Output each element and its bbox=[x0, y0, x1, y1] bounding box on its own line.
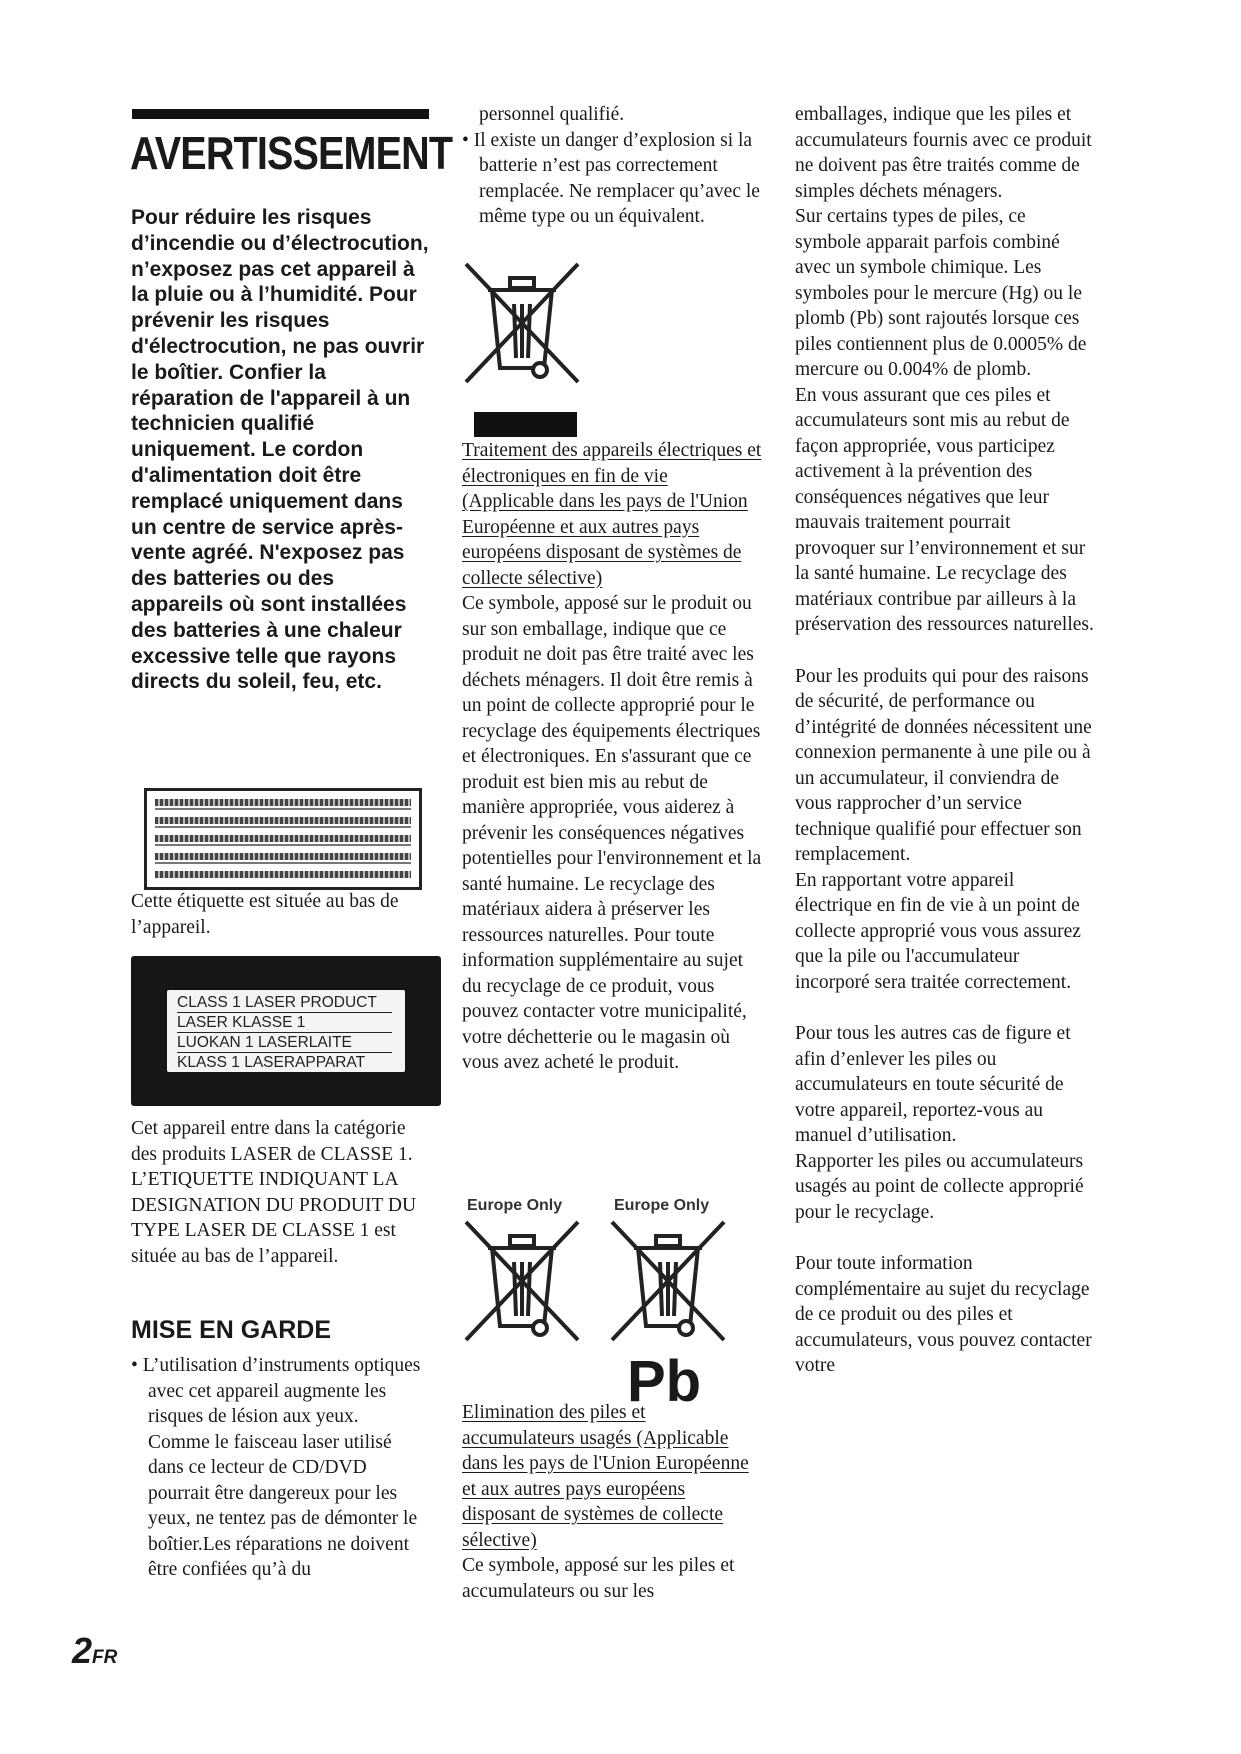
laser-class-text: Cet appareil entre dans la catégorie des produits LASER de CLASSE 1. L’ETIQUETTE INDIQUANT LA DESIGNATION DU PRODUIT DU TYPE LASER DE CLASSE 1 est située au bas de l’appareil. bbox=[131, 1118, 417, 1267]
warning-text: Pour réduire les risques d’incendie ou d’électrocution, n’exposez pas cet appareil à la pluie ou à l’humidité. Pour prévenir les risques d'électrocution, ne pas ouvrir le boîtier. Confier la réparation de l'appareil à un technicien qualifié uniquement. Le cordon d'alimentation doit être remplacé uniquement dans un centre de service après-vente agréé. N'exposez pas des batteries ou des appareils où sont installées des batteries à une chaleur excessive telle que rayons directs du soleil, feu, etc. bbox=[131, 206, 429, 694]
crossed-bin-icon bbox=[462, 1218, 582, 1346]
battery-text: Ce symbole, apposé sur les piles et accumulateurs ou sur les bbox=[462, 1555, 735, 1602]
title-bar-rule bbox=[132, 109, 429, 119]
page-number bbox=[72, 1630, 117, 1672]
laser-label-line: LASER KLASSE 1 bbox=[177, 1013, 392, 1033]
crossed-bin-icon bbox=[608, 1218, 728, 1346]
disposal-benefit-text: En vous assurant que ces piles et accumulateurs sont mis au rebut de façon appropriée, vous participez activement à la prévention des conséquences négatives que leur mauvais traitement pourrait provoquer sur l’environnement et sur la santé humaine. Le recyclage des matériaux contribue par ailleurs à la préservation des ressources naturelles. bbox=[795, 384, 1094, 635]
chemical-symbol-text: Sur certains types de piles, ce symbole apparait parfois combiné avec un symbole chimique. Les symboles pour le mercure (Hg) ou le plomb (Pb) sont rajoutés lorsque ces piles contiennent plus de 0.0005% de mercure ou 0.004% de plomb. bbox=[795, 206, 1087, 380]
laser-label-line: CLASS 1 LASER PRODUCT bbox=[177, 993, 392, 1013]
end-of-life-text: En rapportant votre appareil électrique en fin de vie à un point de collecte approprié vous vous assurez que la pile ou l'accumulateur incorporé sera traitée correctement. bbox=[795, 869, 1081, 993]
caution-heading: MISE EN GARDE bbox=[131, 1316, 332, 1344]
caution-bullet-battery: • Il existe un danger d’explosion si la batterie n’est pas correctement remplacée. Ne remplacer qu’avec le même type ou un équivalent. bbox=[462, 129, 760, 227]
continued-text: personnel qualifié. bbox=[479, 104, 625, 125]
further-info-text: Pour toute information complémentaire au sujet du recyclage de ce produit ou des piles et accumulateurs, vous pouvez contacter votre bbox=[795, 1253, 1092, 1376]
battery-text-continued: emballages, indique que les piles et accumulateurs fournis avec ce produit ne doivent pas être traités comme de simples déchets ménagers. bbox=[795, 104, 1092, 202]
weee-heading: Traitement des appareils électriques et électroniques en fin de vie (Applicable dans les pays de l'Union Européenne et aux autres pays européens disposant de systèmes de collecte sélective) bbox=[462, 440, 762, 589]
removal-instructions-text: Pour tous les autres cas de figure et afin d’enlever les piles ou accumulateurs en toute sécurité de votre appareil, reportez-vous au manuel d’utilisation. bbox=[795, 1023, 1071, 1146]
caution-label-image bbox=[144, 788, 422, 890]
battery-heading: Elimination des piles et accumulateurs usagés (Applicable dans les pays de l'Union Européenne et aux autres pays européens disposant de systèmes de collecte sélective) bbox=[462, 1402, 749, 1551]
solid-bar-symbol bbox=[474, 412, 577, 437]
caution-bullet-optics: • L’utilisation d’instruments optiques avec cet appareil augmente les risques de lésion aux yeux. Comme le faisceau laser utilisé dans ce lecteur de CD/DVD pourrait être dangereux pour les yeux, ne tentez pas de démonter le boîtier.Les réparations ne doivent être confiées qu’à du bbox=[131, 1355, 421, 1580]
europe-only-label: Europe Only bbox=[467, 1197, 563, 1214]
laser-class-label bbox=[131, 956, 441, 1106]
laser-label-line: KLASS 1 LASERAPPARAT bbox=[177, 1054, 366, 1071]
crossed-bin-icon bbox=[462, 260, 582, 390]
page-number-value: 2 bbox=[72, 1630, 93, 1671]
weee-text: Ce symbole, apposé sur le produit ou sur son emballage, indique que ce produit ne doit pas être traité avec les déchets ménagers. Il doit être remis à un point de collecte approprié pour le recyclage des équipements électriques et électroniques. En s'assurant que ce produit est bien mis au rebut de manière appropriée, vous aiderez à prévenir les conséquences négatives potentielles pour l'environnement et la santé humaine. Le recyclage des matériaux aidera à préserver les ressources naturelles. Pour toute information supplémentaire au sujet du recyclage de ce produit, vous pouvez contacter votre municipalité, votre déchetterie ou le magasin où vous avez acheté le produit. bbox=[462, 593, 762, 1073]
page-title: AVERTISSEMENT bbox=[130, 127, 453, 179]
return-batteries-text: Rapporter les piles ou accumulateurs usagés au point de collecte approprié pour le recyclage. bbox=[795, 1150, 1084, 1223]
permanent-connection-text: Pour les produits qui pour des raisons de sécurité, de performance ou d’intégrité de données nécessitent une connexion permanente à une pile ou à un accumulateur, il conviendra de vous rapprocher d’un service technique qualifié pour effectuer son remplacement. bbox=[795, 665, 1092, 865]
label-caption: Cette étiquette est située au bas de l’appareil. bbox=[131, 891, 399, 938]
laser-label-line: LUOKAN 1 LASERLAITE bbox=[177, 1033, 392, 1053]
lead-symbol: Pb bbox=[627, 1349, 702, 1414]
europe-only-label: Europe Only bbox=[614, 1197, 710, 1214]
page-language-suffix: FR bbox=[92, 1647, 118, 1668]
